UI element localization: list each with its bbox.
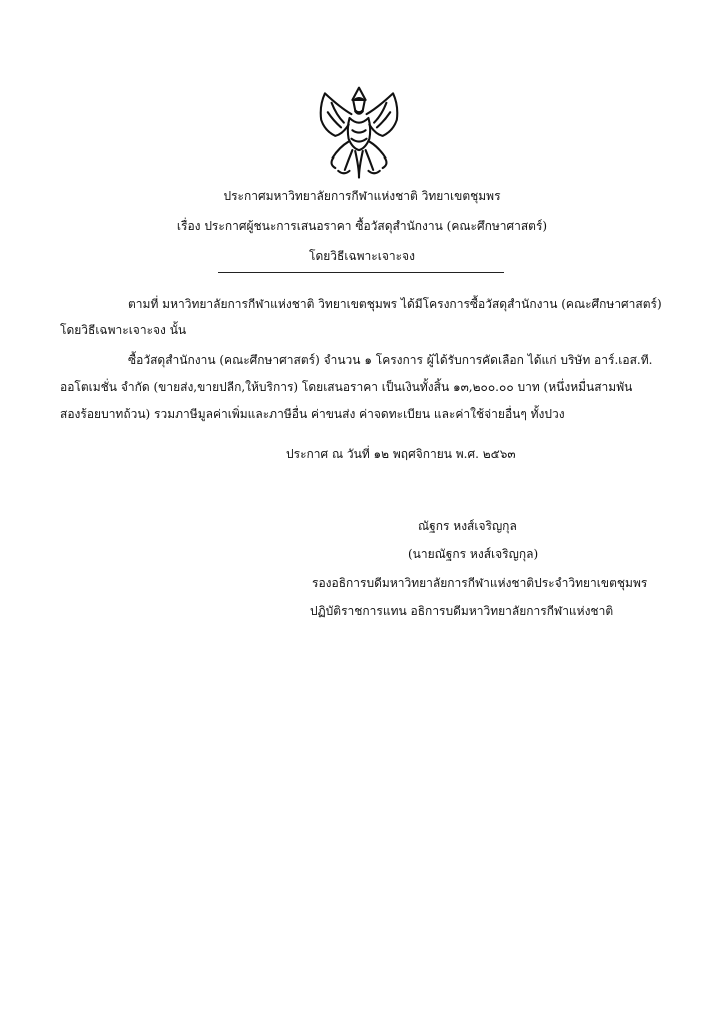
garuda-emblem-icon: [300, 82, 418, 186]
announcement-date: ประกาศ ณ วันที่ ๑๒ พฤศจิกายน พ.ศ. ๒๕๖๓: [286, 447, 516, 461]
paragraph1-line2: โดยวิธีเฉพาะเจาะจง นั้น: [60, 323, 187, 337]
announcement-subject: เรื่อง ประกาศผู้ชนะการเสนอราคา ซื้อวัสดุสำนักงาน (คณะศึกษาศาสตร์): [176, 219, 548, 233]
paragraph2-line2: ออโตเมชั่น จำกัด (ขายส่ง,ขายปลีก,ให้บริการ) โดยเสนอราคา เป็นเงินทั้งสิ้น ๑๓,๒๐๐.๐๐ บาท (หนึ่งหมื่นสามพัน: [60, 380, 633, 394]
position-line-2: ปฏิบัติราชการแทน อธิการบดีมหาวิทยาลัยการกีฬาแห่งชาติ: [310, 604, 614, 618]
printed-name: (นายณัฐกร หงส์เจริญกุล): [408, 547, 539, 561]
announcement-title: ประกาศมหาวิทยาลัยการกีฬาแห่งชาติ วิทยาเขตชุมพร: [223, 189, 501, 203]
signature-name: ณัฐกร หงส์เจริญกุล: [418, 519, 517, 533]
position-line-1: รองอธิการบดีมหาวิทยาลัยการกีฬาแห่งชาติประจำวิทยาเขตชุมพร: [312, 576, 648, 590]
procurement-method: โดยวิธีเฉพาะเจาะจง: [309, 249, 415, 263]
paragraph2-line3: สองร้อยบาทถ้วน) รวมภาษีมูลค่าเพิ่มและภาษีอื่น ค่าขนส่ง ค่าจดทะเบียน และค่าใช้จ่ายอื่นๆ ทั้งปวง: [60, 407, 565, 421]
paragraph1-line1: ตามที่ มหาวิทยาลัยการกีฬาแห่งชาติ วิทยาเขตชุมพร ได้มีโครงการซื้อวัสดุสำนักงาน (คณะศึกษาศาสตร์): [128, 297, 662, 311]
paragraph2-line1: ซื้อวัสดุสำนักงาน (คณะศึกษาศาสตร์) จำนวน ๑ โครงการ ผู้ได้รับการคัดเลือก ได้แก่ บริษัท อาร์.เอส.ที.: [128, 353, 653, 367]
separator-line: [218, 272, 504, 273]
